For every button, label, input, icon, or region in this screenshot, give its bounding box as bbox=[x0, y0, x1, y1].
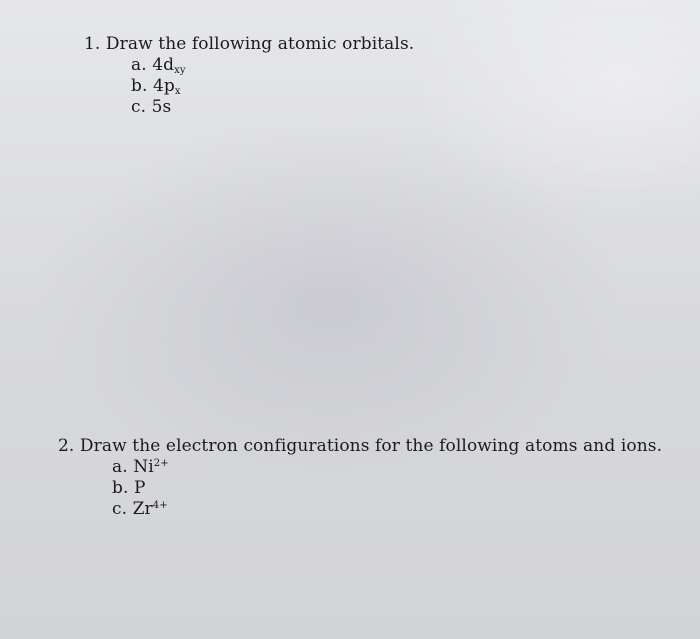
species-charge: 4+ bbox=[152, 500, 168, 511]
item-marker: b. bbox=[112, 478, 129, 498]
item-marker: c. bbox=[131, 97, 147, 117]
orbital-name: 4p bbox=[153, 76, 175, 96]
orbital-subscript: xy bbox=[174, 65, 186, 76]
question-1 bbox=[84, 34, 414, 118]
item-marker: a. bbox=[112, 457, 128, 477]
item-marker: c. bbox=[112, 499, 128, 519]
species-symbol: P bbox=[134, 478, 146, 498]
orbital-name: 4d bbox=[152, 55, 175, 75]
species-charge: 2+ bbox=[153, 458, 169, 469]
item-marker: a. bbox=[131, 55, 147, 75]
species-symbol: Zr bbox=[132, 499, 153, 519]
question-1-item-a bbox=[131, 55, 414, 76]
question-1-items bbox=[131, 55, 414, 118]
question-2-item-b bbox=[112, 478, 662, 499]
orbital-subscript: x bbox=[174, 86, 181, 97]
question-1-item-c bbox=[131, 97, 414, 118]
question-1-item-b bbox=[131, 76, 414, 97]
species-symbol: Ni bbox=[133, 457, 154, 477]
question-2 bbox=[58, 436, 662, 520]
question-2-item-c bbox=[112, 499, 662, 520]
question-2-items bbox=[112, 457, 662, 520]
orbital-name: 5s bbox=[151, 97, 172, 117]
question-1-title: 1. Draw the following atomic orbitals. bbox=[84, 34, 415, 54]
question-2-title: 2. Draw the electron configurations for the following atoms and ions. bbox=[58, 436, 663, 456]
item-marker: b. bbox=[131, 76, 148, 96]
question-2-item-a bbox=[112, 457, 662, 478]
